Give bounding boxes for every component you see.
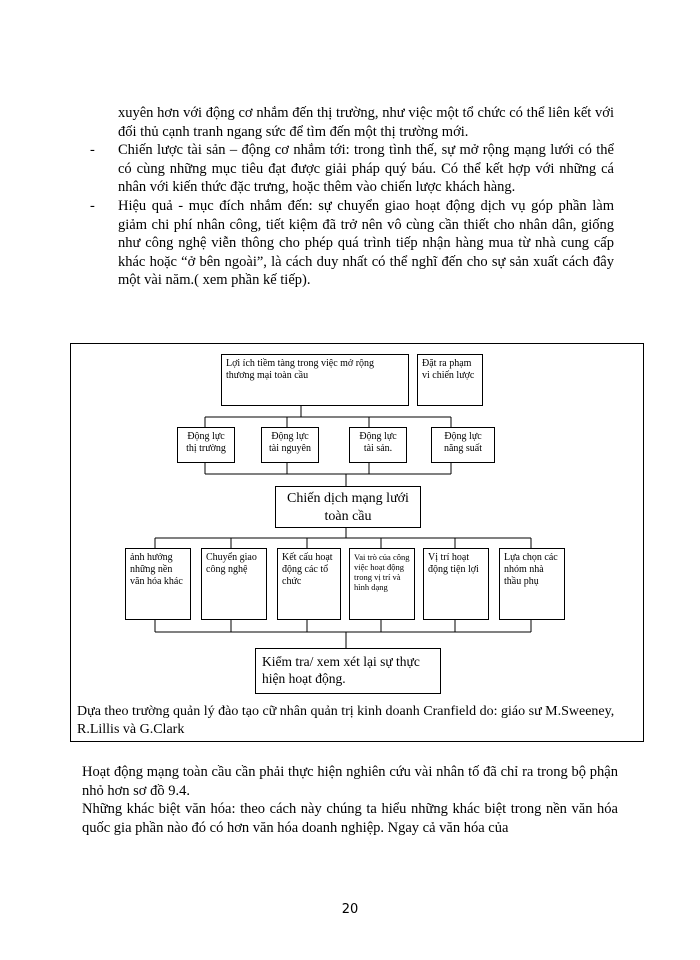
node-label: Chuyển giao công nghệ [206,552,257,575]
bullet-text: Chiến lược tài sản – động cơ nhắm tới: trong tình thế, sự mở rộng mạng lưới có thể có cùng những mục tiêu đạt được giải pháp quý báu. Có thể kết hợp với những cá nhân với kiến thức đặc trưng, hoặc thêm vào chiến lược khách hàng. [118,142,614,196]
diagram-node-culture [125,548,191,620]
diagram-node-review [255,648,441,694]
diagram-node-asset-driver [349,427,407,463]
node-label: Vai trò của công việc hoạt động trong vị trí và hình dạng [354,552,410,592]
bullet-text: Hiệu quả - mục đích nhắm đến: sự chuyển giao hoạt động dịch vụ góp phần làm giảm chi phí nhân công, tiết kiệm đã trở nên vô cùng cần thiết cho nhân dân, giống như công nghệ viễn thông cho phép quá trình tiếp nhận hàng mua từ nhà cung cấp khác hoặc “ở bên ngoài”, là cách duy nhất có thể nghĩ đến cho sự sản xuất cách đây một vài năm.( xem phần kế tiếp). [118,197,614,289]
node-label: ảnh hưởng những nền văn hóa khác [130,552,183,587]
node-label: Vị trí hoạt động tiện lợi [428,552,479,575]
body-paragraph-2: Những khác biệt văn hóa: theo cách này chúng ta hiểu những khác biệt trong nền văn hóa quốc gia phần nào đó có hơn văn hóa doanh nghiệp. Ngay cả văn hóa của [82,801,618,836]
diagram-node-location [423,548,489,620]
node-label: Lựa chọn các nhóm nhà thầu phụ [504,552,558,587]
diagram-figure [70,343,644,742]
bullet-item-efficiency [90,197,614,290]
diagram-node-resource-driver [261,427,319,463]
bullet-dash: - [90,197,95,214]
bullet-item-asset-strategy [90,141,614,197]
node-label: Kiểm tra/ xem xét lại sự thực hiện hoạt động. [262,654,420,686]
node-label: Chiến dịch mạng lưới toàn cầu [287,491,409,524]
node-label: Kết cấu hoạt động các tổ chức [282,552,333,587]
diagram-node-market-driver [177,427,235,463]
body-section [82,763,618,837]
diagram-node-benefits [221,354,409,406]
node-label: Động lực thị trường [186,431,226,454]
diagram-node-strategy-scope [417,354,483,406]
diagram-node-global-network [275,486,421,528]
node-label: Đặt ra phạm vi chiến lược [422,358,475,381]
body-paragraph-1: Hoạt động mạng toàn cầu cần phải thực hiện nghiên cứu vài nhân tố đã chỉ ra trong bộ phận nhỏ hơn sơ đồ 9.4. [82,764,618,799]
node-label: Động lực tài sản. [359,431,397,454]
diagram-node-subcontractors [499,548,565,620]
page-number: 20 [341,902,359,917]
figure-caption: Dựa theo trường quản lý đào tạo cữ nhân quản trị kinh doanh Cranfield do: giáo sư M.Sweeney, R.Lillis và G.Clark [77,704,615,737]
bullet-dash: - [90,142,95,159]
node-label: Lợi ích tiềm tàng trong việc mở rộng thương mại toàn cầu [226,358,375,381]
node-label: Động lực tài nguyên [269,431,311,454]
diagram-node-structure [277,548,341,620]
diagram-node-productivity-driver [431,427,495,463]
node-label: Động lực năng suất [443,431,483,454]
diagram-node-work-role [349,548,415,620]
intro-section [90,104,614,290]
intro-continuation: xuyên hơn với động cơ nhắm đến thị trường, như việc một tổ chức có thể liên kết với đối thủ cạnh tranh ngang sức để tìm đến một thị trường mới. [118,105,614,140]
diagram-node-tech-transfer [201,548,267,620]
